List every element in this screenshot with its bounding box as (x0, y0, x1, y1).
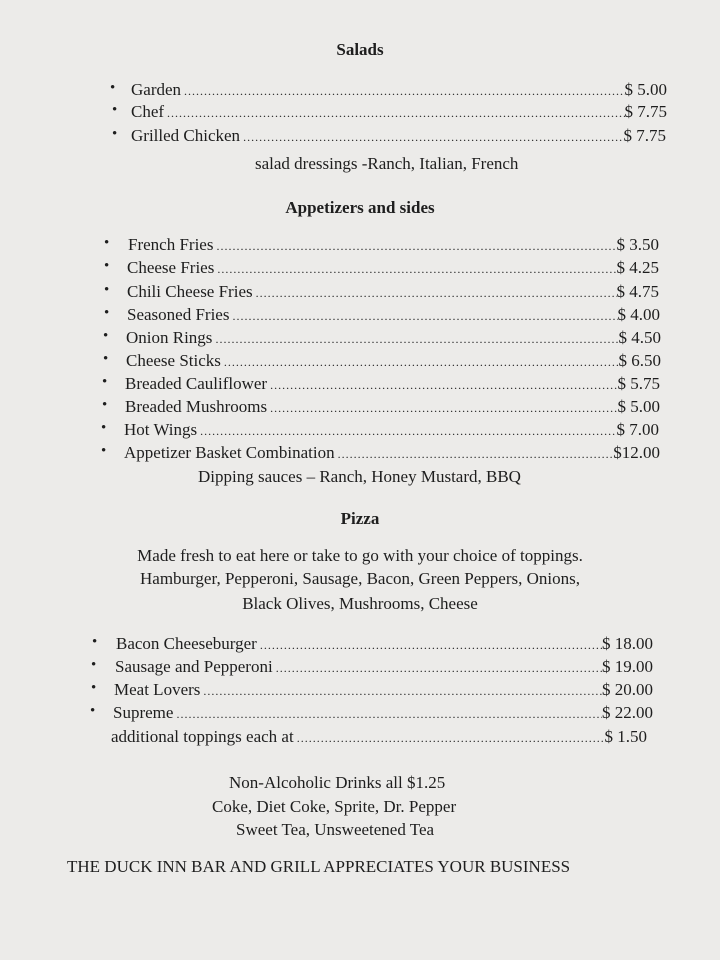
item-name: Onion Rings (126, 328, 213, 347)
dot-leader (270, 401, 617, 416)
item-name: Meat Lovers (114, 680, 201, 699)
item-name: Appetizer Basket Combination (124, 443, 335, 462)
bullet-icon: • (91, 657, 97, 673)
item-price: $12.00 (613, 443, 660, 462)
dot-leader (243, 130, 623, 145)
item-price: $ 18.00 (602, 634, 653, 653)
menu-item-seasoned-fries (127, 305, 660, 325)
menu-item-hot-wings (124, 420, 659, 440)
salad-dressings-note: salad dressings -Ranch, Italian, French (255, 154, 519, 173)
dipping-sauces-note: Dipping sauces – Ranch, Honey Mustard, BBQ (198, 467, 521, 486)
menu-item-grilled-chicken (131, 126, 666, 146)
item-price: $ 6.50 (618, 351, 661, 370)
menu-item-chili-cheese-fries (127, 282, 659, 302)
bullet-icon: • (104, 305, 110, 321)
salads-heading: Salads (336, 40, 384, 59)
dot-leader (256, 286, 617, 301)
dot-leader (184, 84, 624, 99)
item-name: Breaded Cauliflower (125, 374, 268, 393)
bullet-icon: • (104, 282, 110, 298)
drinks-line-1: Non-Alcoholic Drinks all $1.25 (229, 773, 446, 792)
item-price: $ 7.00 (616, 420, 659, 439)
item-price: $ 22.00 (602, 703, 653, 722)
bullet-icon: • (112, 102, 118, 118)
pizza-intro-line-1: Made fresh to eat here or take to go with your choice of toppings. (137, 546, 583, 565)
menu-item-french-fries (128, 235, 659, 255)
menu-item-chef (131, 102, 667, 122)
bullet-icon: • (101, 420, 107, 436)
bullet-icon: • (103, 328, 109, 344)
dot-leader (270, 378, 617, 393)
dot-leader (232, 309, 617, 324)
item-name: Supreme (113, 703, 174, 722)
menu-item-cheese-fries (127, 258, 659, 278)
bullet-icon: • (92, 634, 98, 650)
menu-item-breaded-cauliflower (125, 374, 660, 394)
dot-leader (276, 661, 602, 676)
item-price: $ 4.50 (618, 328, 661, 347)
menu-item-cheese-sticks (126, 351, 661, 371)
bullet-icon: • (103, 351, 109, 367)
item-price: $ 4.00 (617, 305, 660, 324)
bullet-icon: • (104, 258, 110, 274)
item-name: Cheese Fries (127, 258, 215, 277)
item-price: $ 4.25 (616, 258, 659, 277)
menu-item-breaded-mushrooms (125, 397, 660, 417)
item-name: Grilled Chicken (131, 126, 241, 145)
item-price: $ 7.75 (623, 126, 666, 145)
menu-item-garden (131, 80, 667, 100)
menu-item-bacon-cheeseburger (116, 634, 653, 654)
dot-leader (167, 106, 624, 121)
dot-leader (176, 707, 602, 722)
bullet-icon: • (112, 126, 118, 142)
drinks-line-3: Sweet Tea, Unsweetened Tea (236, 820, 435, 839)
menu-item-meat-lovers (114, 680, 653, 700)
dot-leader (217, 262, 616, 277)
menu-item-supreme (113, 703, 653, 723)
item-price: $ 4.75 (616, 282, 659, 301)
item-price: $ 5.75 (617, 374, 660, 393)
item-name: Hot Wings (124, 420, 198, 439)
bullet-icon: • (102, 374, 108, 390)
dot-leader (224, 355, 619, 370)
item-name: French Fries (128, 235, 214, 254)
item-name: Garden (131, 80, 182, 99)
dot-leader (260, 638, 602, 653)
item-name: Chili Cheese Fries (127, 282, 253, 301)
dot-leader (338, 447, 614, 462)
item-name: Breaded Mushrooms (125, 397, 268, 416)
bullet-icon: • (104, 235, 110, 251)
item-price: $ 1.50 (604, 727, 647, 746)
item-price: $ 19.00 (602, 657, 653, 676)
drinks-line-2: Coke, Diet Coke, Sprite, Dr. Pepper (212, 797, 457, 816)
dot-leader (200, 424, 616, 439)
item-name: Cheese Sticks (126, 351, 221, 370)
item-name: additional toppings each at (111, 727, 294, 746)
item-price: $ 5.00 (617, 397, 660, 416)
menu-item-sausage-pepperoni (115, 657, 653, 677)
menu-item-onion-rings (126, 328, 661, 348)
dot-leader (216, 239, 616, 254)
item-name: Sausage and Pepperoni (115, 657, 273, 676)
footer-thanks: THE DUCK INN BAR AND GRILL APPRECIATES YOUR BUSINESS (67, 857, 571, 876)
bullet-icon: • (110, 80, 116, 96)
item-name: Chef (131, 102, 165, 121)
pizza-heading: Pizza (340, 509, 380, 528)
menu-item-appetizer-basket (124, 443, 660, 463)
bullet-icon: • (102, 397, 108, 413)
item-price: $ 3.50 (616, 235, 659, 254)
additional-toppings (111, 727, 647, 747)
bullet-icon: • (90, 703, 96, 719)
item-price: $ 7.75 (624, 102, 667, 121)
item-name: Seasoned Fries (127, 305, 230, 324)
appetizers-heading: Appetizers and sides (285, 198, 435, 217)
pizza-intro-line-2: Hamburger, Pepperoni, Sausage, Bacon, Green Peppers, Onions, (140, 569, 580, 588)
bullet-icon: • (101, 443, 107, 459)
pizza-intro-line-3: Black Olives, Mushrooms, Cheese (242, 594, 478, 613)
dot-leader (297, 731, 605, 746)
item-name: Bacon Cheeseburger (116, 634, 257, 653)
item-price: $ 5.00 (624, 80, 667, 99)
dot-leader (203, 684, 602, 699)
item-price: $ 20.00 (602, 680, 653, 699)
bullet-icon: • (91, 680, 97, 696)
dot-leader (215, 332, 618, 347)
